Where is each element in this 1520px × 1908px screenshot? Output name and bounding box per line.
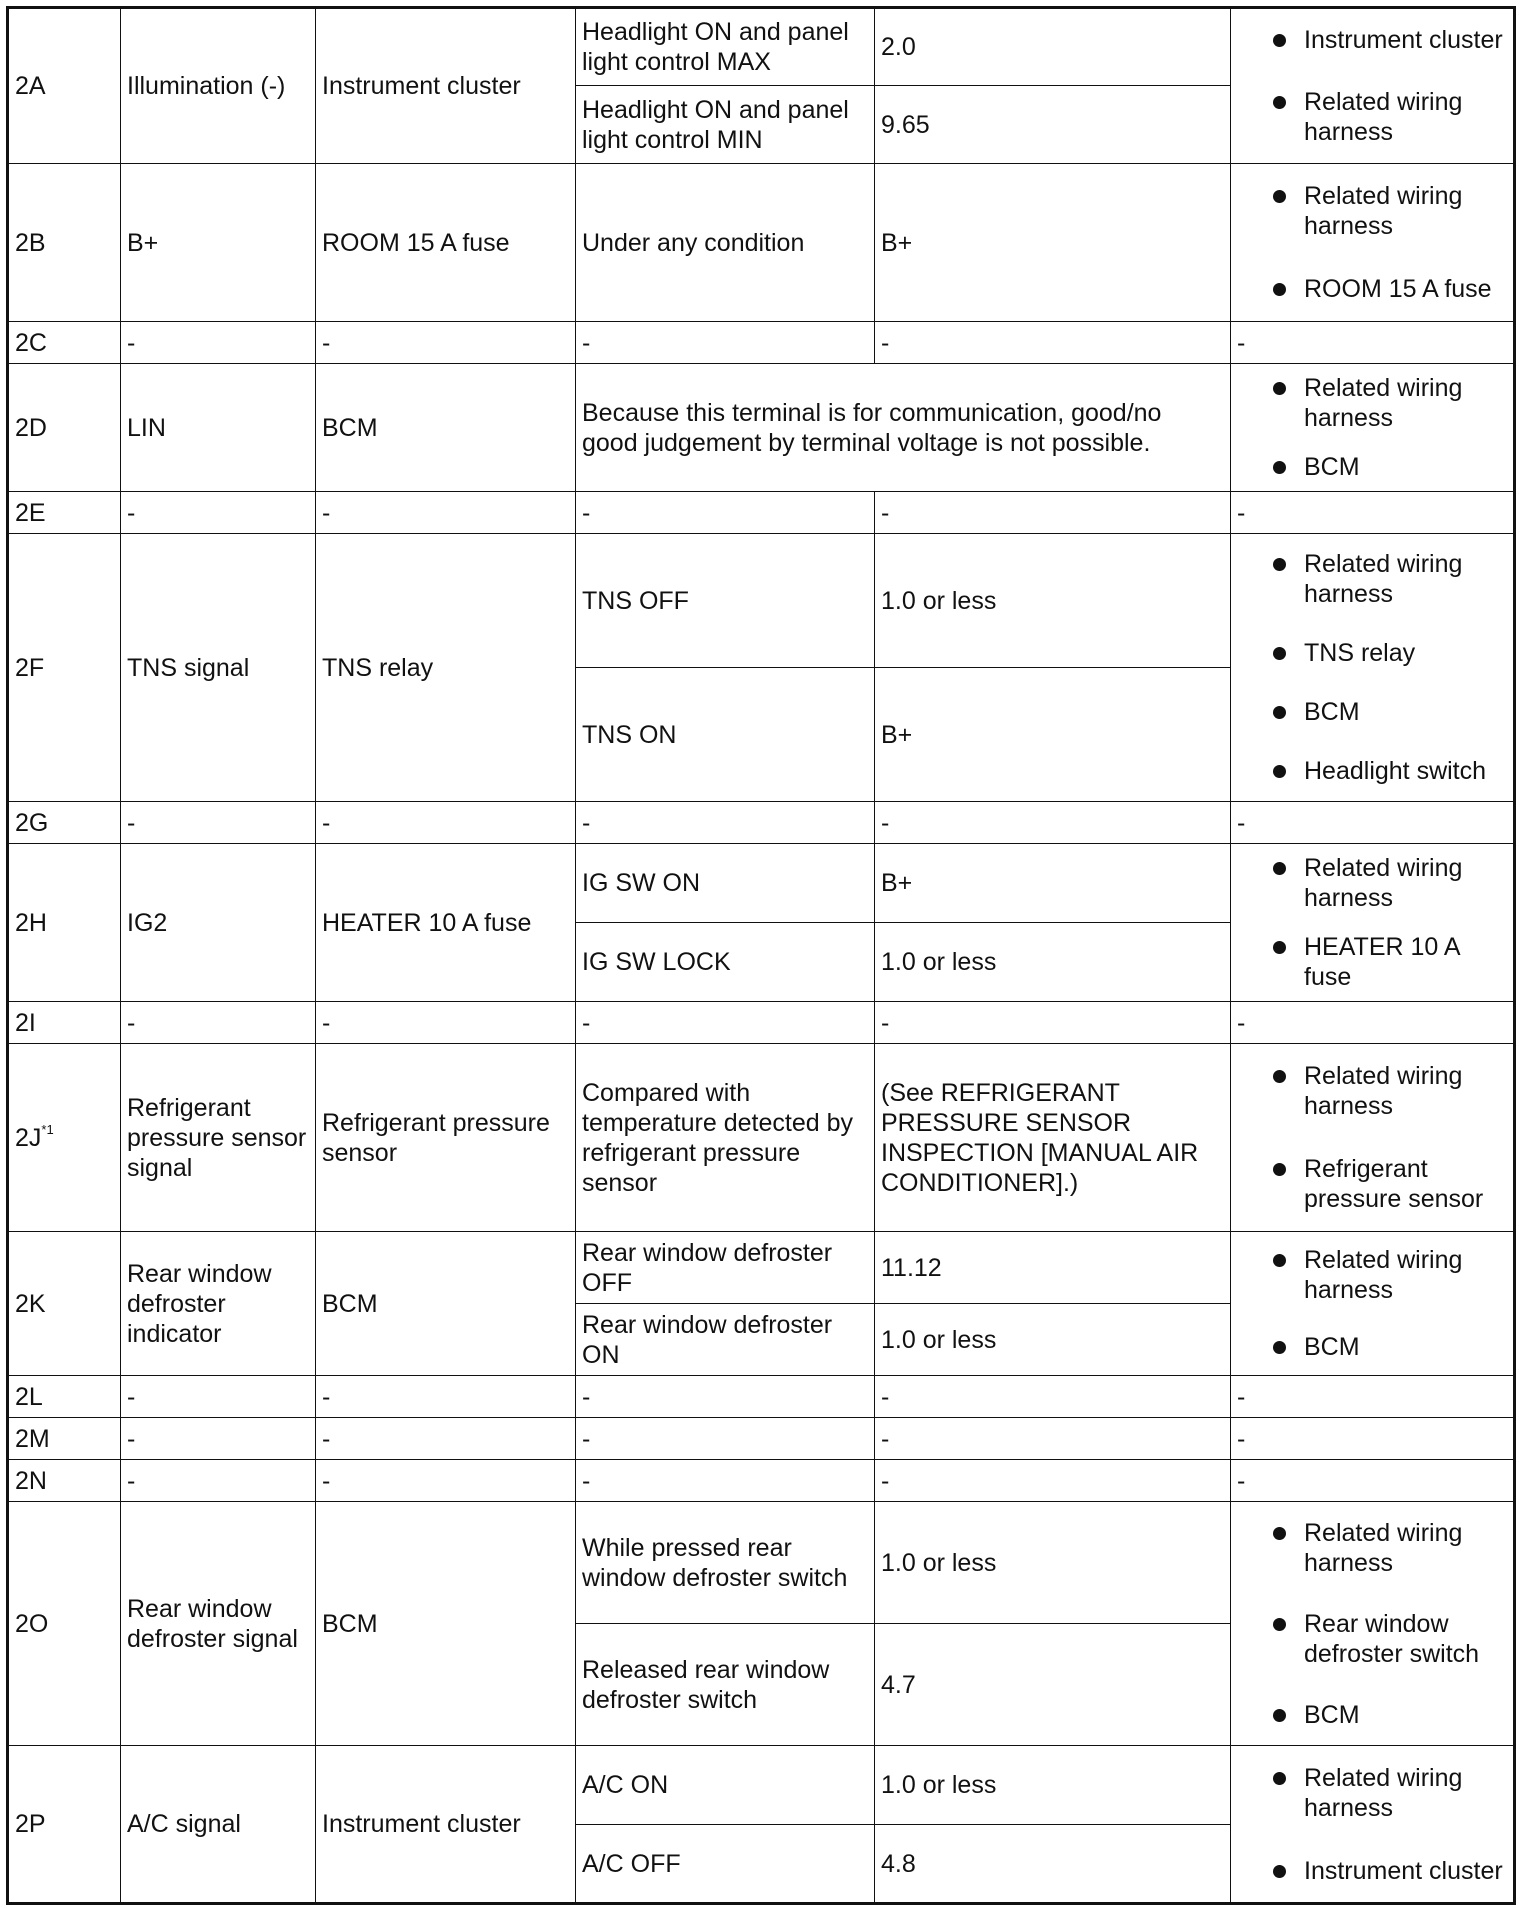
voltage-value-cell: 11.12 <box>875 1232 1231 1304</box>
inspection-items-cell <box>1231 1746 1515 1904</box>
test-condition-cell: Released rear window defroster switch <box>576 1624 875 1746</box>
inspection-items-cell: - <box>1231 1460 1515 1502</box>
table-row-2i <box>8 1002 1515 1044</box>
inspection-items-cell <box>1231 1232 1515 1376</box>
list-item: BCM <box>1241 697 1505 727</box>
list-item: BCM <box>1241 1700 1505 1730</box>
list-item: BCM <box>1241 1332 1505 1362</box>
connected-to-cell: ROOM 15 A fuse <box>316 164 576 322</box>
test-condition-cell: While pressed rear window defroster switch <box>576 1502 875 1624</box>
connected-to-cell: - <box>316 802 576 844</box>
connected-to-cell: BCM <box>316 1232 576 1376</box>
voltage-value-cell: 1.0 or less <box>875 923 1231 1002</box>
voltage-value-cell: 4.8 <box>875 1825 1231 1904</box>
signal-name-cell: - <box>121 322 316 364</box>
terminal-cell: 2E <box>8 492 121 534</box>
inspection-list <box>1241 164 1505 321</box>
footnote-marker: *1 <box>41 1121 54 1137</box>
signal-name-cell: Refrigerant pressure sensor signal <box>121 1044 316 1232</box>
connected-to-cell: Instrument cluster <box>316 1746 576 1904</box>
inspection-list <box>1241 534 1505 801</box>
table-row-2b <box>8 164 1515 322</box>
voltage-value-cell: - <box>875 322 1231 364</box>
connected-to-cell: - <box>316 1418 576 1460</box>
inspection-list <box>1241 1232 1505 1375</box>
voltage-value-cell: B+ <box>875 844 1231 923</box>
test-condition-cell: Rear window defroster OFF <box>576 1232 875 1304</box>
connected-to-cell: BCM <box>316 1502 576 1746</box>
list-item: Rear window defroster switch <box>1241 1609 1505 1669</box>
connected-to-cell: Instrument cluster <box>316 8 576 164</box>
terminal-cell: 2A <box>8 8 121 164</box>
connected-to-cell: HEATER 10 A fuse <box>316 844 576 1002</box>
bullet-icon <box>1273 862 1286 875</box>
test-condition-cell: TNS OFF <box>576 534 875 668</box>
signal-name-cell: - <box>121 492 316 534</box>
terminal-cell: 2L <box>8 1376 121 1418</box>
terminal-cell: 2D <box>8 364 121 492</box>
bullet-icon <box>1273 647 1286 660</box>
list-item: Instrument cluster <box>1241 1856 1505 1886</box>
list-item: Related wiring harness <box>1241 87 1505 147</box>
bullet-icon <box>1273 283 1286 296</box>
test-condition-cell: A/C ON <box>576 1746 875 1825</box>
table-row-2c <box>8 322 1515 364</box>
test-condition-cell: Headlight ON and panel light control MIN <box>576 86 875 164</box>
bullet-icon <box>1273 1254 1286 1267</box>
signal-name-cell: - <box>121 802 316 844</box>
inspection-list <box>1241 1044 1505 1231</box>
inspection-list <box>1241 1502 1505 1745</box>
terminal-voltage-table-page <box>6 6 1513 1901</box>
terminal-cell: 2N <box>8 1460 121 1502</box>
test-condition-cell: IG SW LOCK <box>576 923 875 1002</box>
test-condition-cell: - <box>576 1460 875 1502</box>
inspection-items-cell: - <box>1231 1376 1515 1418</box>
signal-name-cell: - <box>121 1460 316 1502</box>
inspection-items-cell: - <box>1231 492 1515 534</box>
bullet-icon <box>1273 1163 1286 1176</box>
table-row-2g <box>8 802 1515 844</box>
table-row-2e <box>8 492 1515 534</box>
bullet-icon <box>1273 190 1286 203</box>
table-row-2p <box>8 1746 1515 1825</box>
inspection-items-cell <box>1231 1044 1515 1232</box>
connected-to-cell: BCM <box>316 364 576 492</box>
terminal-cell: 2H <box>8 844 121 1002</box>
terminal-cell: 2F <box>8 534 121 802</box>
test-condition-cell: A/C OFF <box>576 1825 875 1904</box>
terminal-cell: 2K <box>8 1232 121 1376</box>
bullet-icon <box>1273 765 1286 778</box>
voltage-value-cell: B+ <box>875 668 1231 802</box>
inspection-items-cell <box>1231 364 1515 492</box>
list-item: Related wiring harness <box>1241 1763 1505 1823</box>
list-item: Related wiring harness <box>1241 181 1505 241</box>
terminal-cell: 2G <box>8 802 121 844</box>
bullet-icon <box>1273 1709 1286 1722</box>
terminal-cell: 2C <box>8 322 121 364</box>
bullet-icon <box>1273 382 1286 395</box>
table-row-2j <box>8 1044 1515 1232</box>
inspection-items-cell <box>1231 844 1515 1002</box>
list-item: Related wiring harness <box>1241 853 1505 913</box>
signal-name-cell: Rear window defroster indicator <box>121 1232 316 1376</box>
bullet-icon <box>1273 1865 1286 1878</box>
table-row-2f <box>8 534 1515 668</box>
inspection-items-cell: - <box>1231 1002 1515 1044</box>
test-condition-cell: Headlight ON and panel light control MAX <box>576 8 875 86</box>
table-row-2d <box>8 364 1515 492</box>
inspection-list <box>1241 844 1505 1001</box>
list-item: Instrument cluster <box>1241 25 1505 55</box>
test-condition-cell: - <box>576 802 875 844</box>
inspection-list <box>1241 1746 1505 1902</box>
list-item: Related wiring harness <box>1241 373 1505 433</box>
signal-name-cell: B+ <box>121 164 316 322</box>
terminal-cell: 2M <box>8 1418 121 1460</box>
list-item: TNS relay <box>1241 638 1505 668</box>
bullet-icon <box>1273 1527 1286 1540</box>
inspection-items-cell: - <box>1231 322 1515 364</box>
test-condition-cell: - <box>576 322 875 364</box>
list-item: Related wiring harness <box>1241 1245 1505 1305</box>
signal-name-cell: IG2 <box>121 844 316 1002</box>
terminal-cell: 2B <box>8 164 121 322</box>
table-row-2o <box>8 1502 1515 1624</box>
voltage-value-cell: - <box>875 492 1231 534</box>
table-row-2m <box>8 1418 1515 1460</box>
voltage-value-cell: 4.7 <box>875 1624 1231 1746</box>
list-item: BCM <box>1241 452 1505 482</box>
signal-name-cell: - <box>121 1376 316 1418</box>
test-condition-cell: IG SW ON <box>576 844 875 923</box>
test-condition-cell: Compared with temperature detected by refrigerant pressure sensor <box>576 1044 875 1232</box>
table-row-2n <box>8 1460 1515 1502</box>
terminal-voltage-table <box>6 6 1516 1905</box>
test-condition-cell: - <box>576 1002 875 1044</box>
test-condition-cell: - <box>576 492 875 534</box>
list-item: Headlight switch <box>1241 756 1505 786</box>
inspection-items-cell <box>1231 1502 1515 1746</box>
voltage-value-cell: - <box>875 1002 1231 1044</box>
terminal-cell: $2J^{*1}$ <box>8 1044 121 1232</box>
list-item: Related wiring harness <box>1241 1061 1505 1121</box>
voltage-value-cell: - <box>875 1460 1231 1502</box>
inspection-list <box>1241 9 1505 163</box>
signal-name-cell: Illumination (-) <box>121 8 316 164</box>
voltage-value-cell: 1.0 or less <box>875 1304 1231 1376</box>
connected-to-cell: - <box>316 1460 576 1502</box>
voltage-value-cell: - <box>875 1376 1231 1418</box>
voltage-value-cell: (See REFRIGERANT PRESSURE SENSOR INSPECTION [MANUAL AIR CONDITIONER].) <box>875 1044 1231 1232</box>
list-item: Refrigerant pressure sensor <box>1241 1154 1505 1214</box>
test-condition-cell: TNS ON <box>576 668 875 802</box>
voltage-value-cell: 1.0 or less <box>875 1746 1231 1825</box>
bullet-icon <box>1273 461 1286 474</box>
list-item: Related wiring harness <box>1241 1518 1505 1578</box>
inspection-items-cell <box>1231 534 1515 802</box>
signal-name-cell: - <box>121 1418 316 1460</box>
bullet-icon <box>1273 706 1286 719</box>
bullet-icon <box>1273 1070 1286 1083</box>
connected-to-cell: - <box>316 1376 576 1418</box>
test-condition-cell: Under any condition <box>576 164 875 322</box>
table-row-2k <box>8 1232 1515 1304</box>
inspection-items-cell <box>1231 164 1515 322</box>
voltage-value-cell: 9.65 <box>875 86 1231 164</box>
voltage-value-cell: 1.0 or less <box>875 534 1231 668</box>
signal-name-cell: A/C signal <box>121 1746 316 1904</box>
list-item: Related wiring harness <box>1241 549 1505 609</box>
voltage-value-cell: 1.0 or less <box>875 1502 1231 1624</box>
inspection-items-cell: - <box>1231 802 1515 844</box>
terminal-cell: 2O <box>8 1502 121 1746</box>
signal-name-cell: Rear window defroster signal <box>121 1502 316 1746</box>
connected-to-cell: - <box>316 1002 576 1044</box>
connected-to-cell: - <box>316 492 576 534</box>
connected-to-cell: TNS relay <box>316 534 576 802</box>
terminal-cell: 2P <box>8 1746 121 1904</box>
voltage-value-cell: B+ <box>875 164 1231 322</box>
table-row-2h <box>8 844 1515 923</box>
bullet-icon <box>1273 1341 1286 1354</box>
signal-name-cell: LIN <box>121 364 316 492</box>
voltage-value-cell: - <box>875 1418 1231 1460</box>
connected-to-cell: Refrigerant pressure sensor <box>316 1044 576 1232</box>
signal-name-cell: - <box>121 1002 316 1044</box>
test-condition-cell: - <box>576 1418 875 1460</box>
bullet-icon <box>1273 34 1286 47</box>
voltage-value-cell: 2.0 <box>875 8 1231 86</box>
connected-to-cell: - <box>316 322 576 364</box>
bullet-icon <box>1273 1772 1286 1785</box>
signal-name-cell: TNS signal <box>121 534 316 802</box>
inspection-items-cell <box>1231 8 1515 164</box>
inspection-list <box>1241 364 1505 491</box>
inspection-items-cell: - <box>1231 1418 1515 1460</box>
bullet-icon <box>1273 1618 1286 1631</box>
terminal-cell: 2I <box>8 1002 121 1044</box>
test-condition-cell: - <box>576 1376 875 1418</box>
voltage-value-cell: - <box>875 802 1231 844</box>
list-item: ROOM 15 A fuse <box>1241 274 1505 304</box>
communication-note-cell: Because this terminal is for communication, good/no good judgement by terminal voltage is not possible. <box>576 364 1231 492</box>
list-item: HEATER 10 A fuse <box>1241 932 1505 992</box>
bullet-icon <box>1273 96 1286 109</box>
bullet-icon <box>1273 558 1286 571</box>
bullet-icon <box>1273 941 1286 954</box>
test-condition-cell: Rear window defroster ON <box>576 1304 875 1376</box>
table-row-2a <box>8 8 1515 86</box>
table-row-2l <box>8 1376 1515 1418</box>
